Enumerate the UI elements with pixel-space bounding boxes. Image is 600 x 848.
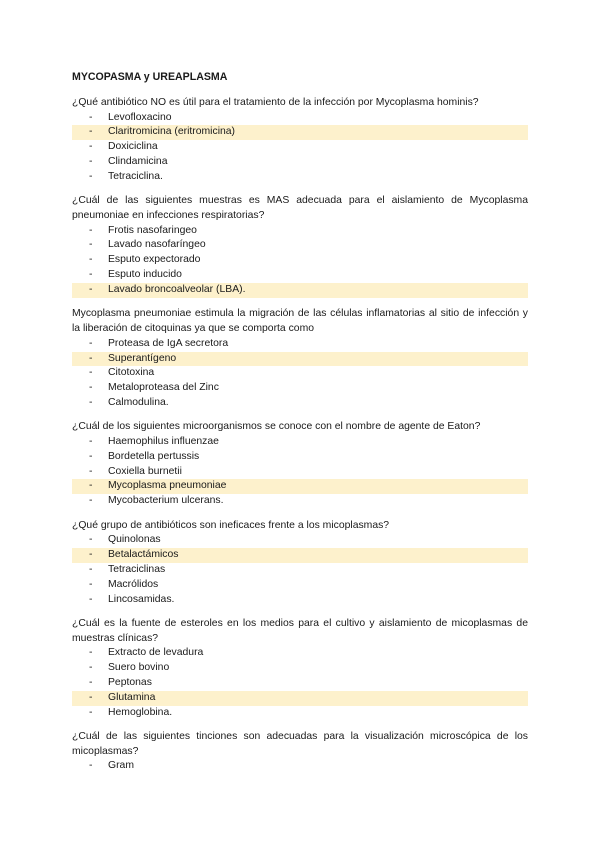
option-text: Citotoxina [108,367,155,379]
option-item [72,759,528,774]
option-item [72,676,528,691]
option-text: Glutamina [108,691,156,703]
option-item [72,396,528,411]
bullet-dash: - [89,170,93,182]
option-text: Calmodulina. [108,396,169,408]
option-list [72,533,528,607]
bullet-dash: - [89,534,93,546]
option-list [72,111,528,185]
bullet-dash: - [89,283,93,295]
bullet-dash: - [89,450,93,462]
option-item-highlighted [72,691,528,706]
option-item [72,140,528,155]
option-text: Claritromicina (eritromicina) [108,126,236,138]
question-block [72,96,528,185]
option-text: Bordetella pertussis [108,450,200,462]
option-item-highlighted [72,479,528,494]
option-item [72,268,528,283]
bullet-dash: - [89,465,93,477]
question-text: Mycoplasma pneumoniae estimula la migración de las células inflamatorias al sitio de infección y la liberación de citoquinas ya que se comporta como [72,308,528,334]
option-text: Tetraciclinas [108,563,166,575]
option-item [72,533,528,548]
option-item-highlighted [72,548,528,563]
option-text: Tetraciclina. [108,170,163,182]
option-item [72,578,528,593]
bullet-dash: - [89,593,93,605]
option-text: Gram [108,760,134,772]
bullet-dash: - [89,706,93,718]
bullet-dash: - [89,676,93,688]
option-item [72,465,528,480]
option-item [72,253,528,268]
bullet-dash: - [89,141,93,153]
option-item [72,381,528,396]
option-text: Clindamicina [108,155,168,167]
bullet-dash: - [89,126,93,138]
option-text: Macrólidos [108,578,159,590]
question-text: ¿Cuál de las siguientes muestras es MAS adecuada para el aislamiento de Mycoplasma pneumoniae en infecciones respiratorias? [72,195,528,221]
option-item [72,593,528,608]
bullet-dash: - [89,691,93,703]
question-text: ¿Qué antibiótico NO es útil para el tratamiento de la infección por Mycoplasma hominis? [72,96,479,108]
question-list [72,96,528,774]
option-item [72,111,528,126]
question-block [72,194,528,298]
option-item [72,646,528,661]
bullet-dash: - [89,367,93,379]
option-item [72,366,528,381]
option-text: Levofloxacino [108,111,172,123]
bullet-dash: - [89,337,93,349]
bullet-dash: - [89,352,93,364]
option-text: Quinolonas [108,534,161,546]
option-text: Mycobacterium ulcerans. [108,495,224,507]
option-text: Coxiella burnetii [108,465,182,477]
option-text: Mycoplasma pneumoniae [108,480,227,492]
option-text: Haemophilus influenzae [108,436,219,448]
option-text: Lavado broncoalveolar (LBA). [108,283,246,295]
option-item [72,450,528,465]
option-text: Metaloproteasa del Zinc [108,382,219,394]
option-text: Superantígeno [108,352,177,364]
option-item [72,155,528,170]
option-list [72,646,528,720]
option-text: Peptonas [108,676,152,688]
option-item [72,170,528,185]
option-item-highlighted [72,125,528,140]
option-item [72,238,528,253]
bullet-dash: - [89,760,93,772]
option-text: Proteasa de IgA secretora [108,337,229,349]
option-text: Lincosamidas. [108,593,175,605]
option-text: Suero bovino [108,662,170,674]
bullet-dash: - [89,224,93,236]
question-text: ¿Qué grupo de antibióticos son ineficaces frente a los micoplasmas? [72,519,390,531]
bullet-dash: - [89,382,93,394]
question-block [72,730,528,774]
option-text: Extracto de levadura [108,647,204,659]
question-block [72,307,528,411]
bullet-dash: - [89,155,93,167]
option-list [72,435,528,509]
bullet-dash: - [89,111,93,123]
document-page [72,70,528,784]
bullet-dash: - [89,480,93,492]
bullet-dash: - [89,549,93,561]
option-item [72,563,528,578]
option-item-highlighted [72,283,528,298]
question-text: ¿Cuál de los siguientes microorganismos se conoce con el nombre de agente de Eaton? [72,421,481,433]
option-item [72,706,528,721]
bullet-dash: - [89,563,93,575]
document-title: MYCOPASMA y UREAPLASMA [72,71,228,83]
question-block [72,420,528,509]
option-item [72,224,528,239]
question-block [72,519,528,608]
option-text: Esputo expectorado [108,254,201,266]
bullet-dash: - [89,269,93,281]
question-text: ¿Cuál de las siguientes tinciones son adecuadas para la visualización microscópica de los micoplasmas? [72,730,528,757]
option-text: Lavado nasofaríngeo [108,239,206,251]
bullet-dash: - [89,495,93,507]
option-item [72,435,528,450]
bullet-dash: - [89,396,93,408]
option-item-highlighted [72,352,528,367]
bullet-dash: - [89,647,93,659]
option-text: Hemoglobina. [108,706,173,718]
option-list [72,337,528,411]
option-item [72,661,528,676]
bullet-dash: - [89,239,93,251]
option-text: Betalactámicos [108,549,179,561]
bullet-dash: - [89,662,93,674]
option-item [72,494,528,509]
bullet-dash: - [89,436,93,448]
option-text: Doxiciclina [108,141,158,153]
question-text: ¿Cuál es la fuente de esteroles en los medios para el cultivo y aislamiento de micoplasmas de muestras clínicas? [72,617,528,644]
bullet-dash: - [89,254,93,266]
option-list [72,224,528,298]
option-text: Esputo inducido [108,269,182,281]
bullet-dash: - [89,578,93,590]
option-list [72,759,528,774]
option-text: Frotis nasofaringeo [108,224,197,236]
option-item [72,337,528,352]
question-block [72,617,528,721]
